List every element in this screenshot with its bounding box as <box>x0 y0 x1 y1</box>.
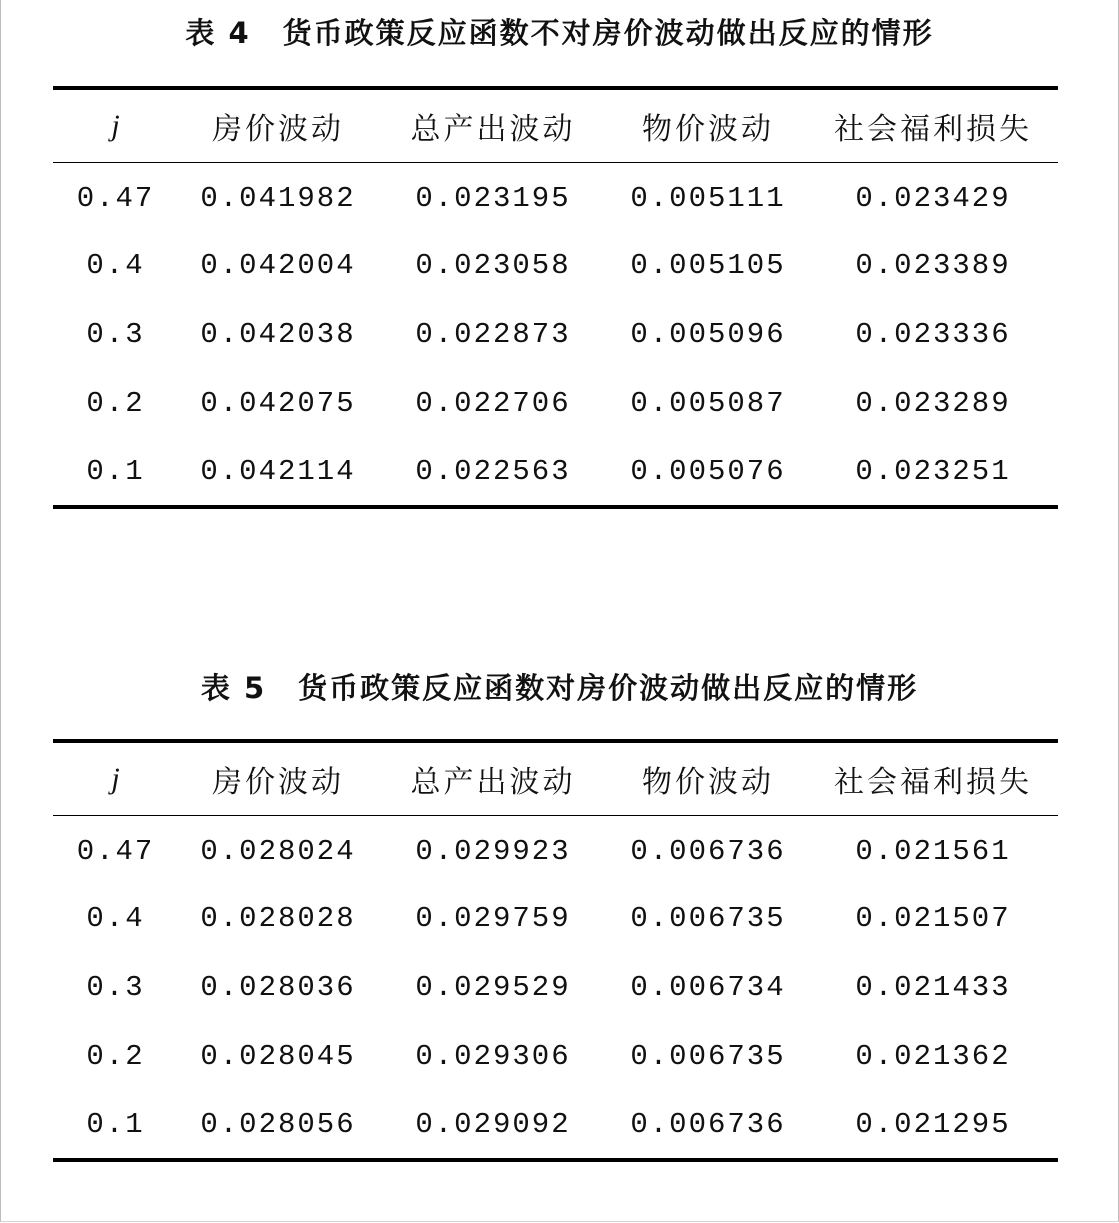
table-cell: 0.2 <box>86 387 145 420</box>
table-cell: 0.029923 <box>415 834 571 868</box>
table-cell: 0.023336 <box>855 318 1011 351</box>
table-cell: 0.47 <box>76 181 155 215</box>
table-cell: 0.021433 <box>855 971 1011 1004</box>
table-5-header-row <box>53 741 1058 815</box>
table-cell: 0.1 <box>53 1091 178 1160</box>
table-row <box>53 1091 1058 1160</box>
table-cell: 0.028028 <box>200 902 356 935</box>
header-price-volatility: 物价波动 <box>608 88 808 162</box>
table-4-caption-text: 货币政策反应函数不对房价波动做出反应的情形 <box>282 16 934 50</box>
table-cell: 0.028045 <box>200 1040 356 1073</box>
table-cell: 0.006736 <box>630 834 786 868</box>
table-cell: 0.006734 <box>630 971 786 1004</box>
table-cell: 0.005076 <box>608 438 808 507</box>
table-4-caption-number: 表 4 <box>185 16 251 50</box>
header-output-volatility: 总产出波动 <box>378 88 608 162</box>
header-j: j <box>53 88 178 162</box>
header-price-volatility: 物价波动 <box>608 741 808 815</box>
table-cell: 0.022873 <box>415 318 571 351</box>
table-cell: 0.023289 <box>855 387 1011 420</box>
table-cell: 0.042038 <box>200 318 356 351</box>
table-cell: 0.023389 <box>855 249 1011 282</box>
table-cell: 0.4 <box>86 249 145 282</box>
table-cell: 0.042114 <box>178 438 378 507</box>
table-cell: 0.006736 <box>608 1091 808 1160</box>
table-5-caption <box>0 663 1119 713</box>
table-cell: 0.005111 <box>630 181 786 215</box>
header-welfare-loss: 社会福利损失 <box>808 88 1058 162</box>
table-5-block <box>0 663 1119 1141</box>
table-cell: 0.3 <box>86 971 145 1004</box>
table-4-block <box>0 8 1119 488</box>
table-cell: 0.021362 <box>855 1040 1011 1073</box>
table-cell: 0.005105 <box>630 249 786 282</box>
table-cell: 0.1 <box>53 438 178 507</box>
table-cell: 0.021507 <box>855 902 1011 935</box>
header-house-price-volatility: 房价波动 <box>178 741 378 815</box>
table-cell: 0.021295 <box>808 1091 1058 1160</box>
header-output-volatility: 总产出波动 <box>378 741 608 815</box>
table-cell: 0.023251 <box>808 438 1058 507</box>
table-row <box>53 953 1058 1022</box>
table-5 <box>53 739 1058 1162</box>
table-row <box>53 162 1058 231</box>
table-cell: 0.006735 <box>630 1040 786 1073</box>
table-5-caption-text: 货币政策反应函数对房价波动做出反应的情形 <box>298 671 919 705</box>
table-4-caption <box>0 8 1119 58</box>
table-4 <box>53 86 1058 509</box>
table-cell: 0.005087 <box>630 387 786 420</box>
table-cell: 0.028024 <box>200 834 356 868</box>
table-cell: 0.2 <box>86 1040 145 1073</box>
table-row <box>53 1022 1058 1091</box>
table-cell: 0.041982 <box>200 181 356 215</box>
header-house-price-volatility: 房价波动 <box>178 88 378 162</box>
table-cell: 0.023058 <box>415 249 571 282</box>
table-row <box>53 884 1058 953</box>
table-cell: 0.005096 <box>630 318 786 351</box>
table-cell: 0.042004 <box>200 249 356 282</box>
table-cell: 0.021561 <box>855 834 1011 868</box>
table-cell: 0.022563 <box>378 438 608 507</box>
header-welfare-loss: 社会福利损失 <box>808 741 1058 815</box>
table-cell: 0.029092 <box>378 1091 608 1160</box>
table-cell: 0.023429 <box>855 181 1011 215</box>
table-cell: 0.006735 <box>630 902 786 935</box>
table-cell: 0.028056 <box>178 1091 378 1160</box>
table-cell: 0.023195 <box>415 181 571 215</box>
table-cell: 0.029529 <box>415 971 571 1004</box>
table-cell: 0.029759 <box>415 902 571 935</box>
table-row <box>53 231 1058 300</box>
table-row <box>53 369 1058 438</box>
table-cell: 0.4 <box>86 902 145 935</box>
table-row <box>53 815 1058 884</box>
table-row <box>53 300 1058 369</box>
table-cell: 0.029306 <box>415 1040 571 1073</box>
table-cell: 0.042075 <box>200 387 356 420</box>
header-j: j <box>53 741 178 815</box>
table-4-header-row <box>53 88 1058 162</box>
table-cell: 0.022706 <box>415 387 571 420</box>
table-cell: 0.3 <box>86 318 145 351</box>
table-5-caption-number: 表 5 <box>200 671 267 705</box>
table-cell: 0.47 <box>76 834 155 868</box>
table-cell: 0.028036 <box>200 971 356 1004</box>
table-row <box>53 438 1058 507</box>
